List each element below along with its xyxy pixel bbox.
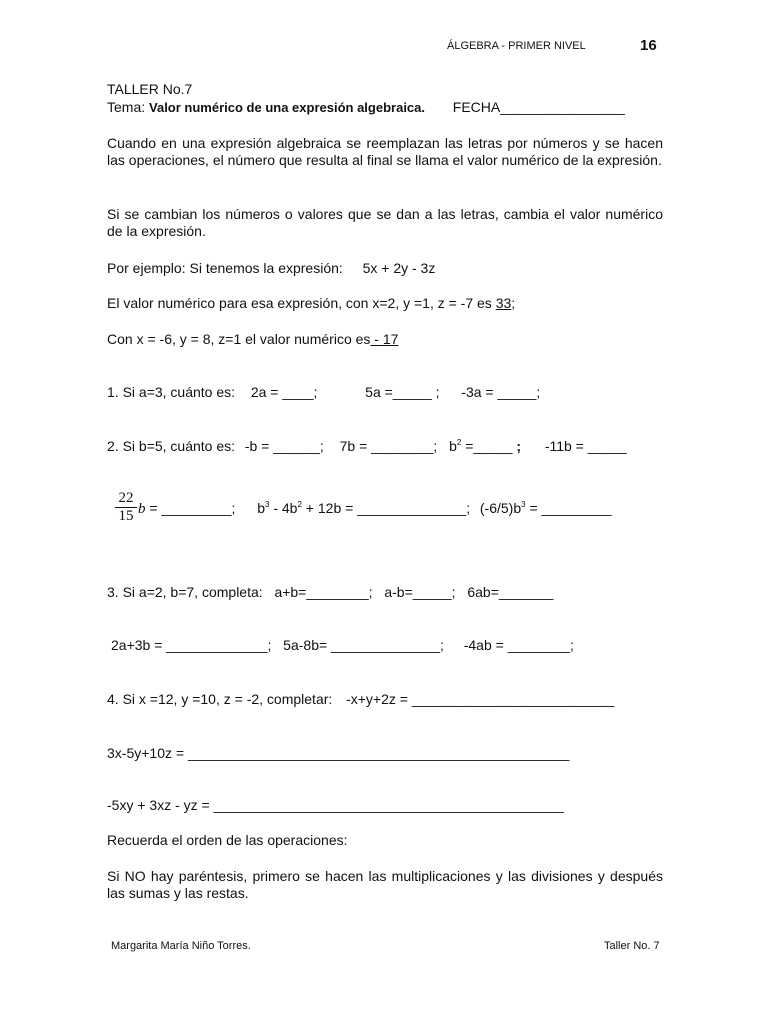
topic-line (107, 99, 625, 116)
exercise-1-item-2: 5a =_____ ; (365, 384, 440, 400)
exercise-2-item-3-semicolon: ; (516, 438, 522, 454)
exercise-2-prompt: 2. Si b=5, cuánto es: (107, 438, 236, 454)
exercise-3-prompt: 3. Si a=2, b=7, completa: (107, 584, 263, 600)
exercise-1-prompt: 1. Si a=3, cuánto es: (107, 384, 236, 400)
fraction-22-15 (113, 490, 139, 525)
exercise-4-expression-3: -5xy + 3xz - yz = _____________________________________________ (107, 797, 564, 813)
exercise-3 (107, 584, 553, 601)
reminder-text: Si NO hay paréntesis, primero se hacen las multiplicaciones y las divisiones y después las sumas y las restas. (107, 868, 663, 901)
exercise-3-item-4: 2a+3b = _____________; (111, 637, 272, 653)
page-number: 16 (640, 37, 657, 54)
exercise-1-item-1: 2a = ____; (250, 384, 318, 400)
exercise-4 (107, 691, 614, 708)
exercise-4-expression-2: 3x-5y+10z = _________________________________________________ (107, 745, 570, 761)
example-evaluation-2-result: - 17 (370, 331, 399, 347)
example-evaluation-1-end: ; (511, 295, 516, 311)
exercise-2-item-1: -b = ______; (244, 438, 324, 454)
exercise-3-item-1: a+b=________; (274, 584, 373, 600)
example-evaluation-2 (107, 331, 398, 348)
intro-paragraph-2: Si se cambian los números o valores que se dan a las letras, cambia el valor numérico de la expresión. (107, 206, 663, 239)
exercise-3-item-3: 6ab=_______ (467, 584, 554, 600)
topic-label: Tema: (107, 99, 146, 115)
example-evaluation-1-result: 33 (495, 295, 512, 311)
exercise-2-item-2: 7b = ________; (339, 438, 438, 454)
cubic-expression: $b^3 - 4b^2 + 12b$ = ______________; (257, 500, 471, 516)
exercise-2-row-2 (138, 500, 612, 518)
topic-text: Valor numérico de una expresión algebraica. (149, 100, 426, 115)
header-subject: ÁLGEBRA - PRIMER NIVEL (447, 40, 586, 52)
exercise-3-row-2 (111, 637, 574, 654)
workshop-title: TALLER No.7 (107, 81, 193, 97)
fraction-numerator: 22 (118, 490, 134, 506)
example-evaluation-1 (107, 295, 515, 312)
date-field: FECHA________________ (452, 99, 625, 115)
example-evaluation-2-text: Con x = -6, y = 8, z=1 el valor numérico es (107, 331, 371, 347)
exercise-1 (107, 384, 540, 401)
exercise-4-expression-1: -x+y+2z = __________________________ (346, 691, 615, 707)
reminder-title: Recuerda el orden de las operaciones: (107, 832, 348, 848)
exercise-4-prompt: 4. Si x =12, y =10, z = -2, completar: (107, 691, 333, 707)
exercise-2 (107, 438, 627, 455)
fraction-blank: = _________; (145, 500, 236, 516)
intro-paragraph-1: Cuando en una expresión algebraica se reemplazan las letras por números y se hacen las operaciones, el número que resulta al final se llama el valor numérico de la expresión. (107, 135, 663, 168)
footer-workshop: Taller No. 7 (604, 940, 660, 952)
fraction-variable: b (138, 501, 146, 517)
footer-author: Margarita María Niño Torres. (111, 940, 251, 952)
exercise-3-item-6: -4ab = ________; (463, 637, 574, 653)
example-expression: 5x + 2y - 3z (362, 260, 436, 276)
example-evaluation-1-text: El valor numérico para esa expresión, con x=2, y =1, z = -7 es (107, 295, 496, 311)
example-line (107, 260, 435, 277)
fraction-denominator: 15 (118, 508, 134, 524)
exercise-3-item-5: 5a-8b= ______________; (283, 637, 444, 653)
exercise-3-item-2: a-b=_____; (384, 584, 456, 600)
exercise-2-item-4: -11b = _____ (544, 438, 627, 454)
ratio-expression: $(-6/5)b^3$ = _________ (479, 500, 612, 516)
example-label: Por ejemplo: Si tenemos la expresión: (107, 260, 343, 276)
exercise-2-item-3: $b^2$ =_____ (449, 438, 513, 454)
exercise-1-item-3: -3a = _____; (461, 384, 541, 400)
